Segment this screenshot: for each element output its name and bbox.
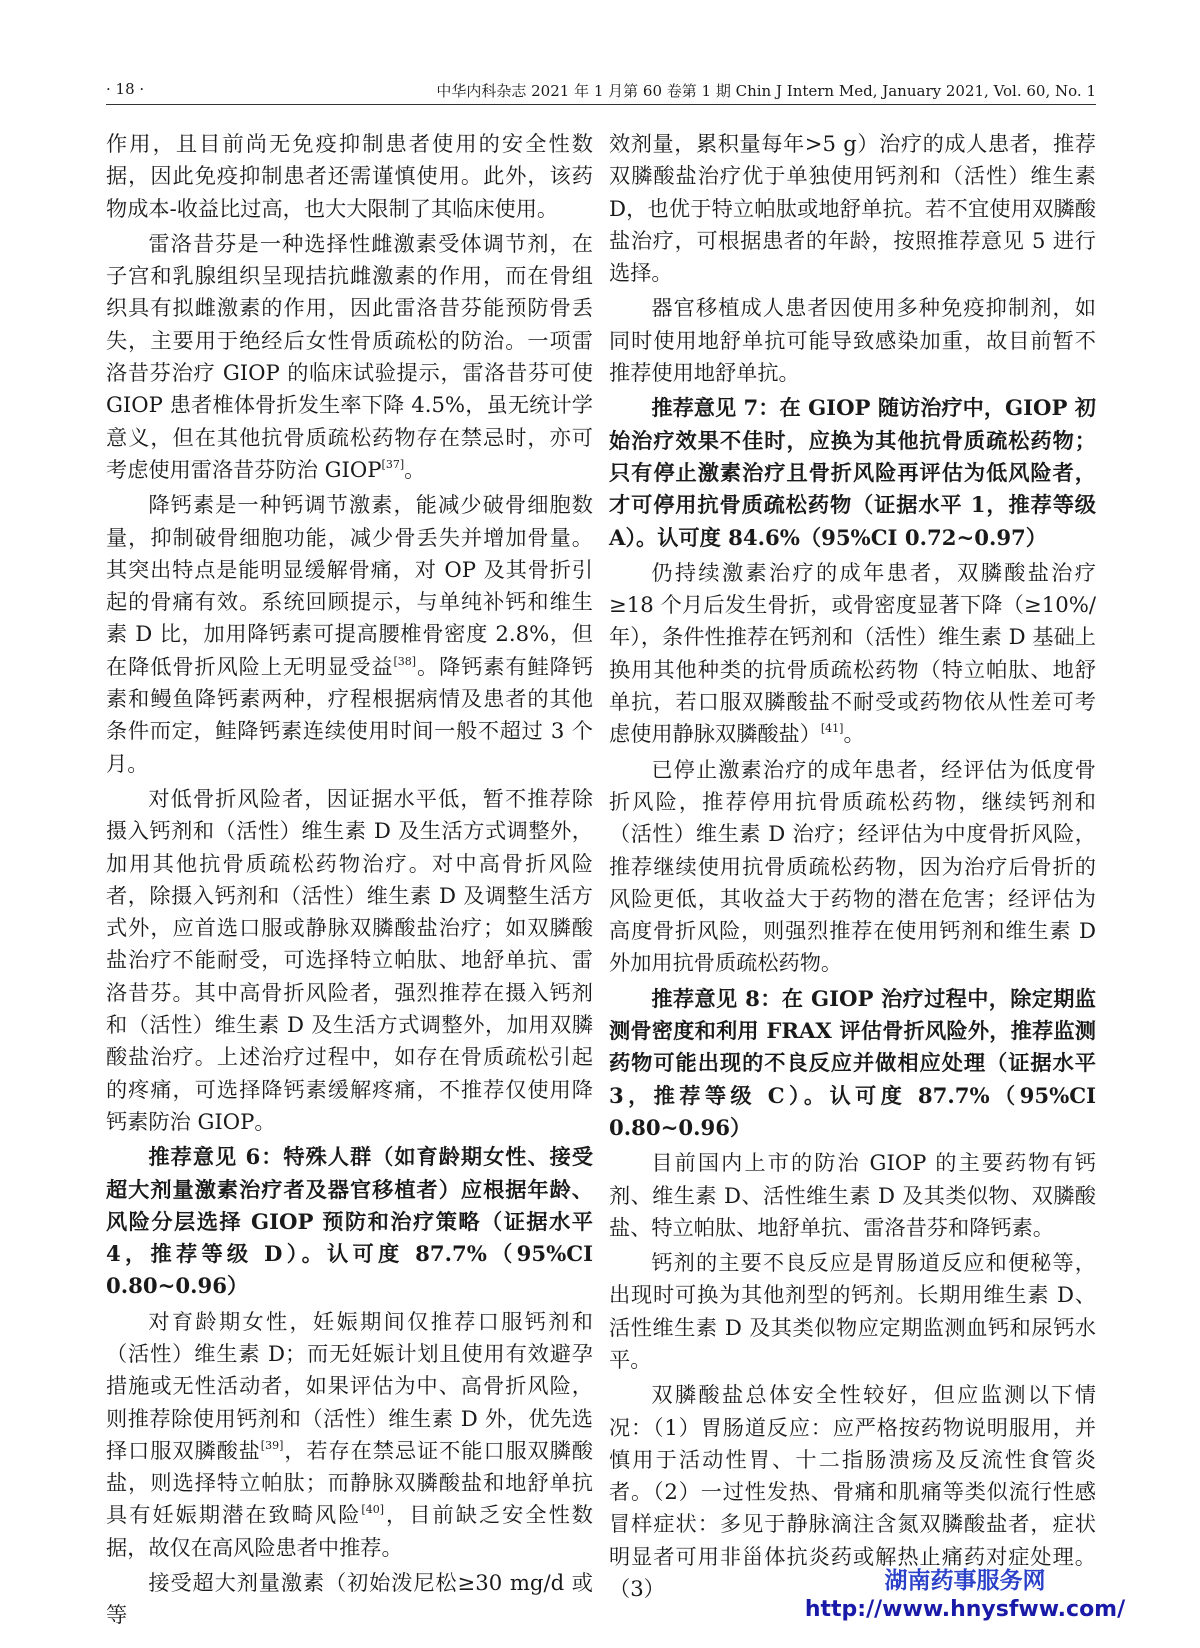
paragraph: 对育龄期女性，妊娠期间仅推荐口服钙剂和（活性）维生素 D；而无妊娠计划且使用有效避孕措施或无性活动者，如果评估为中、高骨折风险，则推荐除使用钙剂和（活性）维生素 D 外，优先选择口服双膦酸盐[39]，若存在禁忌证不能口服双膦酸盐，则选择特立帕肽；而静脉双膦酸盐和地舒单抗具有妊娠期潜在致畸风险[40]，目前缺乏安全性数据，故仅在高风险患者中推荐。 xyxy=(106,1308,593,1560)
paragraph: 降钙素是一种钙调节激素，能减少破骨细胞数量，抑制破骨细胞功能，减少骨丢失并增加骨量。其突出特点是能明显缓解骨痛，对 OP 及其骨折引起的骨痛有效。系统回顾提示，与单纯补钙和维生素 D 比，加用降钙素可提高腰椎骨密度 2.8%，但在降低骨折风险上无明显受益[38]。降钙素有鲑降钙素和鳗鱼降钙素两种，疗程根据病情及患者的其他条件而定，鲑降钙素连续使用时间一般不超过 3 个月。 xyxy=(106,492,593,776)
citation-ref: [41] xyxy=(820,722,844,736)
recommendation-7: 推荐意见 7：在 GIOP 随访治疗中，GIOP 初始治疗效果不佳时，应换为其他抗骨质疏松药物；只有停止激素治疗且骨折风险再评估为低风险者，才可停用抗骨质疏松药物（证据水平 1，推荐等级 A）。认可度 84.6%（95%CI 0.72~0.97） xyxy=(609,395,1096,550)
running-header xyxy=(106,76,1096,105)
paragraph: 对低骨折风险者，因证据水平低，暂不推荐除摄入钙剂和（活性）维生素 D 及生活方式调整外，加用其他抗骨质疏松药物治疗。对中高骨折风险者，除摄入钙剂和（活性）维生素 D 及调整生活方式外，应首选口服或静脉双膦酸盐治疗；如双膦酸盐治疗不能耐受，可选择特立帕肽、地舒单抗、雷洛昔芬。其中高骨折风险者，强烈推荐在摄入钙剂和（活性）维生素 D 及生活方式调整外，加用双膦酸盐治疗。上述治疗过程中，如存在骨质疏松引起的疼痛，可选择降钙素缓解疼痛，不推荐仅使用降钙素防治 GIOP。 xyxy=(106,785,593,1134)
paragraph: 效剂量，累积量每年>5 g）治疗的成人患者，推荐双膦酸盐治疗优于单独使用钙剂和（活性）维生素 D，也优于特立帕肽或地舒单抗。若不宜使用双膦酸盐治疗，可根据患者的年龄，按照推荐意见 5 进行选择。 xyxy=(609,131,1096,286)
paragraph: 接受超大剂量激素（初始泼尼松≥30 mg/d 或等 xyxy=(106,1570,593,1628)
right-column xyxy=(609,128,1096,1608)
watermark-site-name: 湖南药事服务网 xyxy=(884,1568,1046,1594)
citation-ref: [37] xyxy=(381,457,405,471)
watermark-url: http://www.hnysfww.com/ xyxy=(804,1597,1126,1622)
paragraph: 双膦酸盐总体安全性较好，但应监测以下情况：（1）胃肠道反应：应严格按药物说明服用，并慎用于活动性胃、十二指肠溃疡及反流性食管炎者。（2）一过性发热、骨痛和肌痛等类似流行性感冒样症状：多见于静脉滴注含氮双膦酸盐者，症状明显者可用非甾体抗炎药或解热止痛药对症处理。（3） xyxy=(609,1382,1096,1602)
paragraph: 器官移植成人患者因使用多种免疫抑制剂，如同时使用地舒单抗可能导致感染加重，故目前暂不推荐使用地舒单抗。 xyxy=(609,295,1096,386)
citation-ref: [39] xyxy=(260,1438,284,1452)
recommendation-6: 推荐意见 6：特殊人群（如育龄期女性、接受超大剂量激素治疗者及器官移植者）应根据年龄、风险分层选择 GIOP 预防和治疗策略（证据水平 4，推荐等级 D）。认可度 87.7%（95%CI 0.80~0.96） xyxy=(106,1144,593,1299)
paragraph: 作用，且目前尚无免疫抑制患者使用的安全性数据，因此免疫抑制患者还需谨慎使用。此外，该药物成本-收益比过高，也大大限制了其临床使用。 xyxy=(106,131,593,221)
paragraph: 已停止激素治疗的成年患者，经评估为低度骨折风险，推荐停用抗骨质疏松药物，继续钙剂和（活性）维生素 D 治疗；经评估为中度骨折风险，推荐继续使用抗骨质疏松药物，因为治疗后骨折的风险更低，其收益大于药物的潜在危害；经评估为高度骨折风险，则强烈推荐在使用钙剂和维生素 D 外加用抗骨质疏松药物。 xyxy=(609,756,1096,976)
left-column xyxy=(106,128,593,1635)
recommendation-8: 推荐意见 8：在 GIOP 治疗过程中，除定期监测骨密度和利用 FRAX 评估骨折风险外，推荐监测药物可能出现的不良反应并做相应处理（证据水平 3，推荐等级 C）。认可度 87.7%（95%CI 0.80~0.96） xyxy=(609,985,1096,1140)
page-number: · 18 · xyxy=(106,80,145,98)
paragraph: 仍持续激素治疗的成年患者，双膦酸盐治疗≥18 个月后发生骨折，或骨密度显著下降（≥10%/年），条件性推荐在钙剂和（活性）维生素 D 基础上换用其他种类的抗骨质疏松药物（特立帕肽、地舒单抗，若口服双膦酸盐不耐受或药物依从性差可考虑使用静脉双膦酸盐）[41]。 xyxy=(609,559,1096,747)
paragraph: 目前国内上市的防治 GIOP 的主要药物有钙剂、维生素 D、活性维生素 D 及其类似物、双膦酸盐、特立帕肽、地舒单抗、雷洛昔芬和降钙素。 xyxy=(609,1150,1096,1240)
paragraph: 钙剂的主要不良反应是胃肠道反应和便秘等，出现时可换为其他剂型的钙剂。长期用维生素 D、活性维生素 D 及其类似物应定期监测血钙和尿钙水平。 xyxy=(609,1250,1096,1372)
citation-ref: [40] xyxy=(361,1503,385,1517)
citation-ref: [38] xyxy=(393,654,417,668)
journal-citation: 中华内科杂志 2021 年 1 月第 60 卷第 1 期 Chin J Intern Med, January 2021, Vol. 60, No. 1 xyxy=(436,82,1096,100)
paragraph: 雷洛昔芬是一种选择性雌激素受体调节剂，在子宫和乳腺组织呈现拮抗雌激素的作用，而在骨组织具有拟雌激素的作用，因此雷洛昔芬能预防骨丢失，主要用于绝经后女性骨质疏松的防治。一项雷洛昔芬治疗 GIOP 的临床试验提示，雷洛昔芬可使 GIOP 患者椎体骨折发生率下降 4.5%，虽无统计学意义，但在其他抗骨质疏松药物存在禁忌时，亦可考虑使用雷洛昔芬防治 GIOP[37]。 xyxy=(106,230,593,482)
watermark xyxy=(800,1566,1130,1624)
